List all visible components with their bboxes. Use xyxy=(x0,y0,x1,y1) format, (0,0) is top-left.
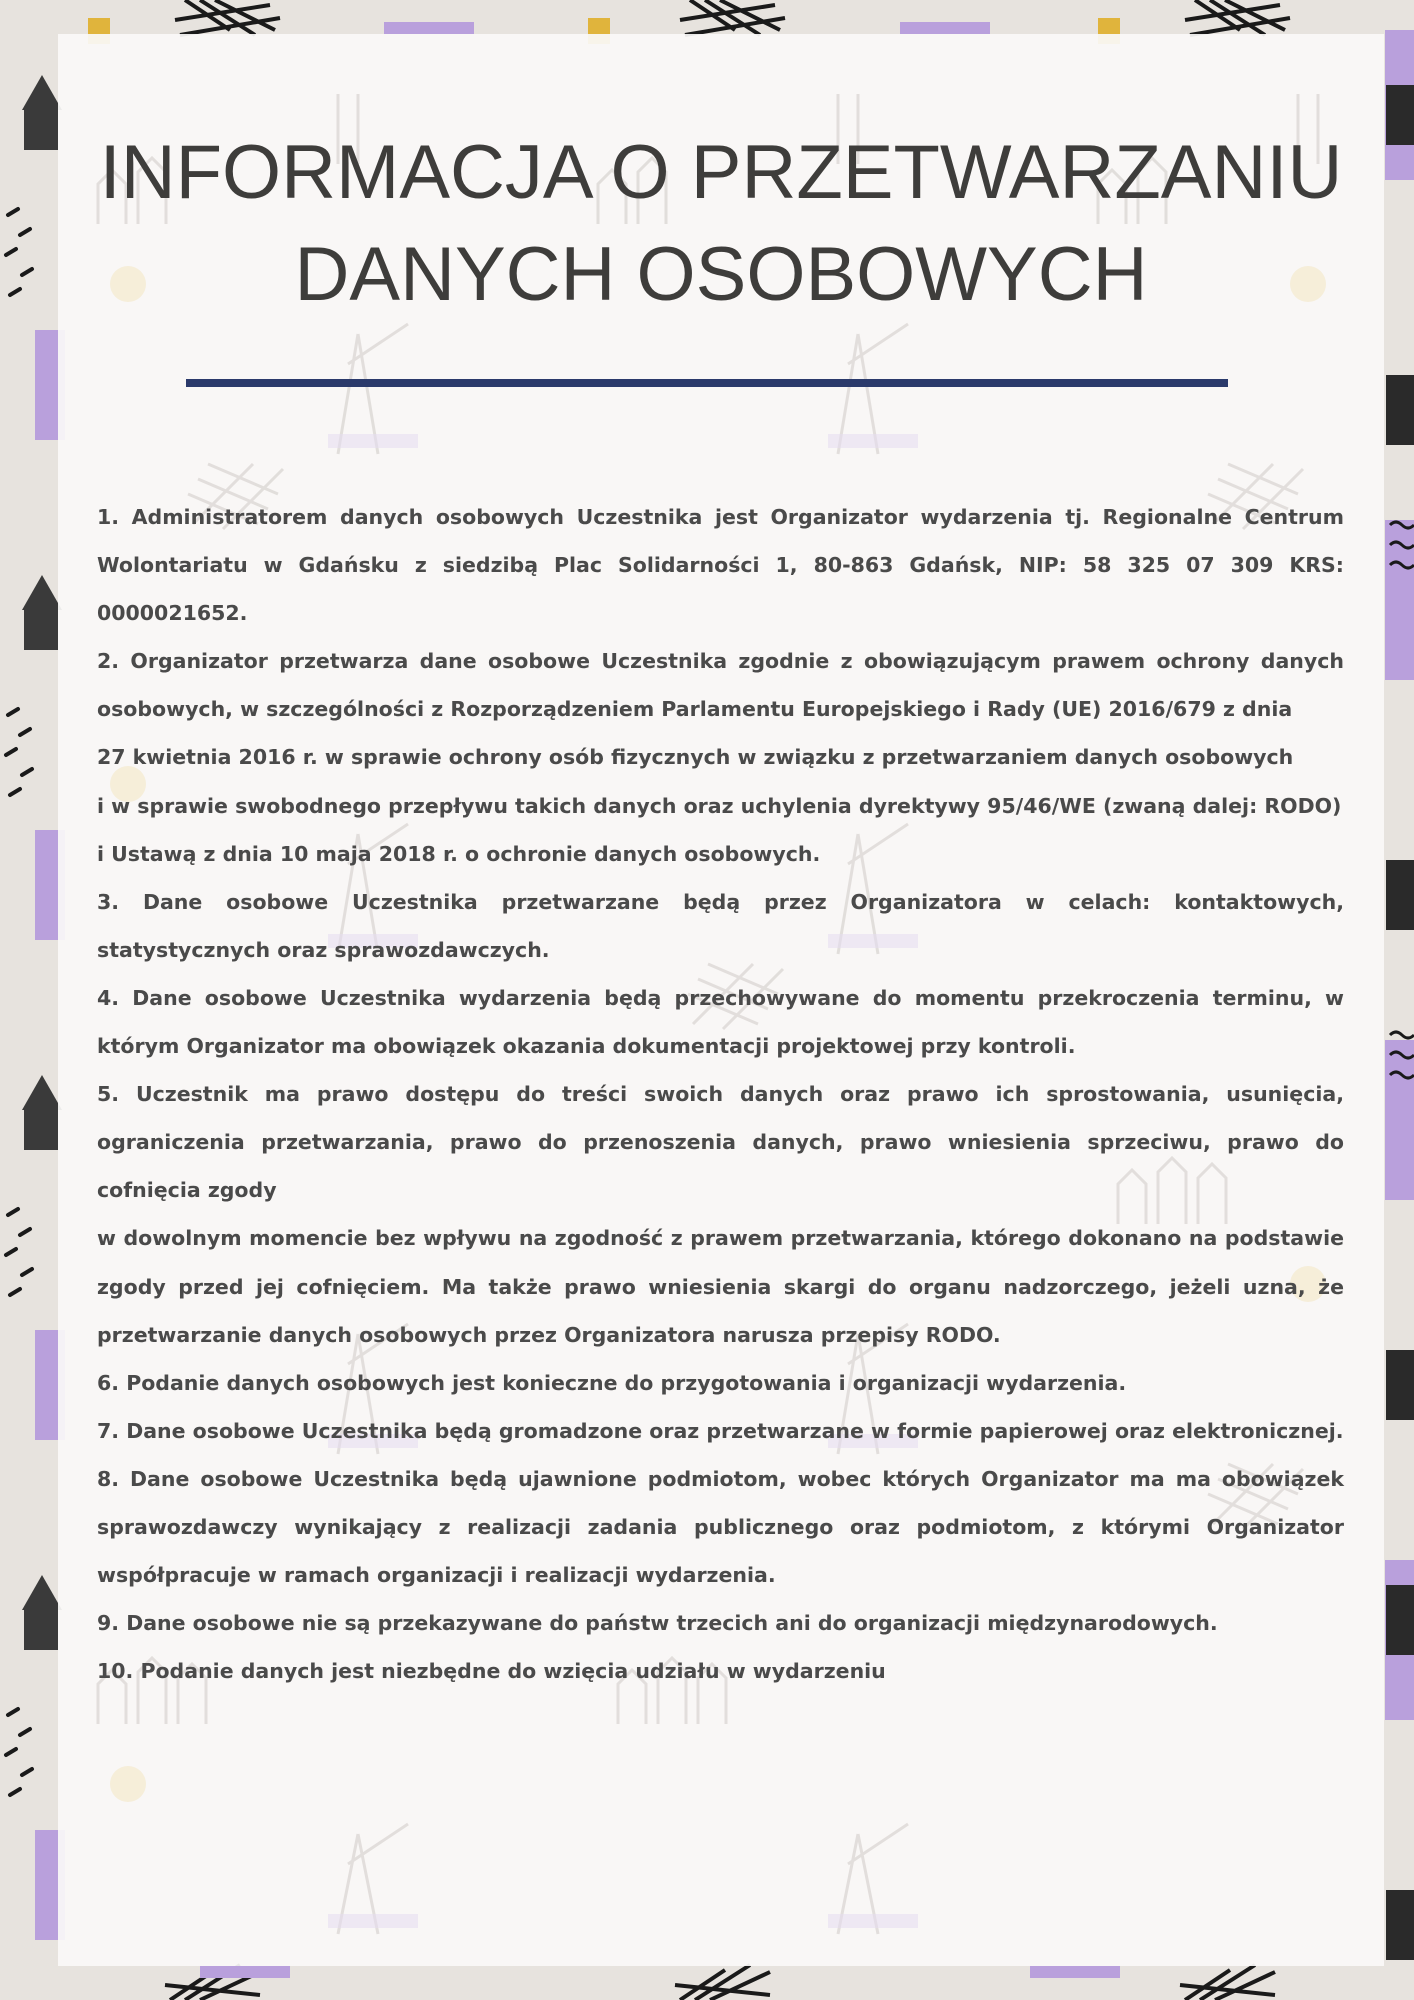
page-title-line-2: DANYCH OSOBOWYCH xyxy=(294,232,1148,317)
clause-5-part-1: 5. Uczestnik ma prawo dostępu do treści swoich danych oraz prawo ich sprostowania, usunięcia, ograniczenia przetwarzania, prawo do przenoszenia danych, prawo wniesienia sprzeciwu, prawo do cofnięcia zgody xyxy=(97,1082,1344,1203)
crosshatch-doodle-top xyxy=(175,0,1290,35)
clause-6: 6. Podanie danych osobowych jest konieczne do przygotowania i organizacji wydarzenia. xyxy=(97,1370,1127,1395)
page-title xyxy=(58,122,1384,326)
clause-2-part-1: 2. Organizator przetwarza dane osobowe Uczestnika zgodnie z obowiązującym prawem ochrony danych osobowych, w szczególności z Rozporządzeniem Parlamentu Europejskiego i Rady (UE) 2016/679 z dnia xyxy=(97,649,1344,722)
clause-2-part-3: i w sprawie swobodnego przepływu takich danych oraz uchylenia dyrektywy 95/46/WE (zwaną dalej: RODO) xyxy=(97,793,1342,818)
clause-4: 4. Dane osobowe Uczestnika wydarzenia będą przechowywane do momentu przekroczenia terminu, w którym Organizator ma obowiązek okazania dokumentacji projektowej przy kontroli. xyxy=(97,985,1344,1059)
clause-5-part-2: w dowolnym momencie bez wpływu na zgodność z prawem przetwarzania, którego dokonano na podstawie zgody przed jej cofnięciem. Ma także prawo wniesienia skargi do organu nadzorczego, jeżeli uzna, że przetwarzanie danych osobowych przez Organizatora narusza przepisy RODO. xyxy=(97,1226,1344,1347)
dash-dot-marks-left xyxy=(6,209,32,1795)
clause-8: 8. Dane osobowe Uczestnika będą ujawnione podmiotom, wobec których Organizator ma ma obowiązek sprawozdawczy wynikający z realizacji zadania publicznego oraz podmiotom, z którymi Organizator współpracuje w ramach organizacji i realizacji wydarzenia. xyxy=(97,1466,1344,1588)
clauses-list xyxy=(97,493,1344,1695)
clause-10: 10. Podanie danych jest niezbędne do wzięcia udziału w wydarzeniu xyxy=(97,1659,886,1684)
clause-2-part-4: i Ustawą z dnia 10 maja 2018 r. o ochronie danych osobowych. xyxy=(97,841,821,866)
page-title-line-1: INFORMACJA O PRZETWARZANIU xyxy=(99,130,1343,215)
clause-1: 1. Administratorem danych osobowych Uczestnika jest Organizator wydarzenia tj. Regionalne Centrum Wolontariatu w Gdańsku z siedzibą Plac Solidarności 1, 80-863 Gdańsk, NIP: 58 325 07 309 KRS: 0000021652. xyxy=(97,505,1344,626)
title-divider xyxy=(186,379,1228,387)
clause-2-part-2: 27 kwietnia 2016 r. w sprawie ochrony osób fizycznych w związku z przetwarzaniem danych osobowych xyxy=(97,745,1294,770)
clause-9: 9. Dane osobowe nie są przekazywane do państw trzecich ani do organizacji międzynarodowych. xyxy=(97,1611,1218,1636)
clause-7: 7. Dane osobowe Uczestnika będą gromadzone oraz przetwarzane w formie papierowej oraz elektronicznej. xyxy=(97,1418,1344,1443)
clause-3: 3. Dane osobowe Uczestnika przetwarzane będą przez Organizatora w celach: kontaktowych, statystycznych oraz sprawozdawczych. xyxy=(97,889,1344,962)
